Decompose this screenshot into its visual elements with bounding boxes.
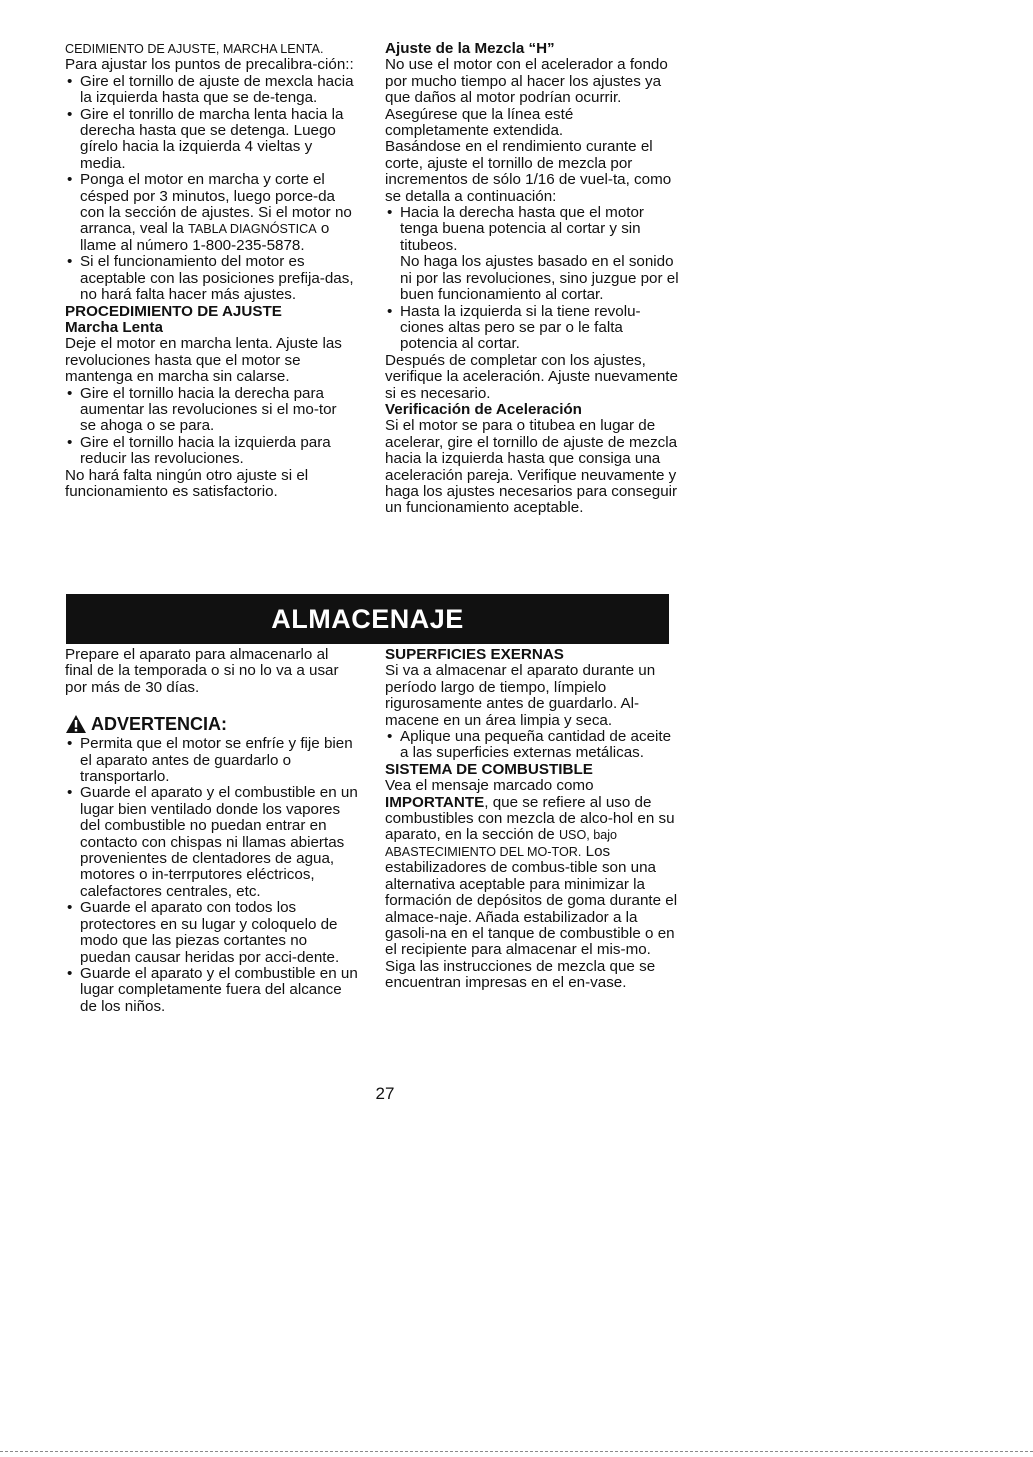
- paragraph-text: Los estabilizadores de combus-tible son una alternativa aceptable para minimizar la formación de depósitos de goma durante el almace-naje. Añada estabilizador a la gasoli-na en el tanque de combustible o en el recipiente para almacenar el mis-mo. Siga las instrucciones de mezcla que se encuentran impresas en el en-vase.: [385, 842, 678, 992]
- list-item-text: Hacia la derecha hasta que el motor tenga buena potencia al cortar y sin titubeos.: [400, 204, 644, 254]
- section-heading: SUPERFICIES EXERNAS: [385, 646, 564, 663]
- banner-title: ALMACENAJE: [271, 603, 464, 634]
- warning-triangle-icon: [65, 714, 87, 734]
- list-item: [385, 205, 680, 303]
- paragraph: Basándose en el rendimiento curante el corte, ajuste el tornillo de mezcla por incrementos de sólo 1/16 de vuel-ta, como se detalla a continuación:: [385, 138, 672, 205]
- list-item: • Guarde el aparato y el combustible en un lugar completamente fuera del alcance de los niños.: [65, 966, 360, 1015]
- list-item: • Hasta la izquierda si la tiene revolu-ciones altas pero se par o le falta potencia al cortar.: [385, 304, 680, 353]
- section-heading: SISTEMA DE COMBUSTIBLE: [385, 760, 593, 778]
- intro-smallcaps: CEDIMIENTO DE AJUSTE, MARCHA LENTA.: [65, 42, 324, 56]
- list-item: • Permita que el motor se enfríe y fije bien el aparato antes de guardarlo o transportarlo.: [65, 736, 360, 785]
- paragraph: Si va a almacenar el aparato durante un período largo de tiempo, límpielo rigurosamente antes de guardarlo. Al-macene en un área limpia y seca.: [385, 662, 656, 729]
- list-item: • Gire el tonrillo de marcha lenta hacia la derecha hasta que se detenga. Luego gírelo hacia la izquierda 4 vieltas y media.: [65, 107, 355, 173]
- section-banner: [66, 594, 669, 644]
- list-item: • Guarde el aparato y el combustible en un lugar bien ventilado donde los vapores del combustible no puedan entrar en contacto con chispas ni llamas abiertas provenientes de clentadores de agua, motores o in-terrputores eléctricos, calefactores centrales, etc.: [65, 785, 360, 900]
- paragraph: Prepare el aparato para almacenarlo al final de la temporada o si no lo va a usar por más de 30 días.: [65, 646, 339, 696]
- list-item: • Si el funcionamiento del motor es aceptable con las posiciones prefija-das, no hará falta hacer más ajustes.: [65, 254, 355, 303]
- list-item: [65, 172, 355, 254]
- section-subheading: Marcha Lenta: [65, 318, 163, 336]
- precalibration-steps: [65, 74, 355, 304]
- paragraph: [385, 778, 680, 991]
- section-reference: USO, bajo ABASTECIMIENTO DEL MO-TOR.: [385, 828, 618, 859]
- section-heading: PROCEDIMIENTO DE AJUSTE: [65, 302, 282, 320]
- paragraph: Deje el motor en marcha lenta. Ajuste las revoluciones hasta que el motor se mantenga en marcha sin calarse.: [65, 335, 342, 386]
- section-subheading: Verificación de Aceleración: [385, 400, 582, 418]
- page-edge-rule: [0, 1451, 1033, 1452]
- intro-text: [65, 41, 355, 57]
- paragraph-text: , que se refiere al uso de combustibles con mezcla de alco-hol en su aparato, en la sección de: [385, 793, 675, 844]
- section-heading: Ajuste de la Mezcla “H”: [385, 40, 555, 57]
- page-number: 27: [375, 1084, 395, 1103]
- right-column-bottom: [385, 647, 680, 992]
- left-column-top: [65, 41, 355, 500]
- diagnostic-table-ref: TABLA DIAGNÓSTICA: [188, 222, 317, 237]
- list-item-text: Ponga el motor en marcha y corte el césped por 3 minutos, luego porce-da con la sección de ajustes. Si el motor no arranca, veal la: [80, 171, 352, 238]
- left-column-bottom: [65, 647, 360, 1015]
- paragraph: No use el motor con el acelerador a fondo por mucho tiempo al hacer los ajustes ya que daños al motor podrían ocurrir. Asegúrese que la línea esté completamente extendida.: [385, 56, 668, 140]
- warning-title: ADVERTENCIA:: [91, 714, 228, 735]
- list-item: • Gire el tornillo de ajuste de mexcla hacia la izquierda hasta que se de-tenga.: [65, 74, 355, 107]
- paragraph: Si el motor se para o titubea en lugar de acelerar, gire el tornillo de ajuste de mezcla hacia la izquierda hasta que consiga una aceleración pareja. Verifique neuvamente y haga los ajustes necesarios para conseguir un funcionamiento aceptable.: [385, 417, 678, 517]
- list-item: • Gire el tornillo hacia la izquierda para reducir las revoluciones.: [65, 435, 355, 468]
- list-item: • Gire el tornillo hacia la derecha para aumentar las revoluciones si el mo-tor se ahoga o se para.: [65, 386, 355, 435]
- warning-heading: [65, 714, 360, 734]
- list-item-text: o llame al número 1-800-235-5878.: [80, 220, 330, 254]
- list-item: • Guarde el aparato con todos los protectores en su lugar y coloquelo de modo que las piezas cortantes no puedan causar heridas por acci-dente.: [65, 900, 360, 966]
- right-column-top: [385, 41, 680, 517]
- paragraph-text: Vea el mensaje marcado como: [385, 777, 594, 795]
- paragraph: No hará falta ningún otro ajuste si el funcionamiento es satisfactorio.: [65, 466, 309, 500]
- storage-warnings: [65, 736, 360, 1015]
- list-item: • Aplique una pequeña cantidad de aceite a las superficies externas metálicas.: [385, 729, 680, 762]
- mixture-steps: [385, 205, 680, 353]
- idle-adjust-steps: [65, 386, 355, 468]
- important-label: IMPORTANTE: [385, 793, 485, 811]
- paragraph: Después de completar con los ajustes, verifique la aceleración. Ajuste nuevamente si es necesario.: [385, 351, 678, 402]
- intro-paragraph: Para ajustar los puntos de precalibra-ción::: [65, 56, 354, 74]
- surface-steps: [385, 729, 680, 762]
- list-item-note: No haga los ajustes basado en el sonido ni por las revoluciones, sino juzgue por el buen funcionamiento al cortar.: [400, 253, 679, 304]
